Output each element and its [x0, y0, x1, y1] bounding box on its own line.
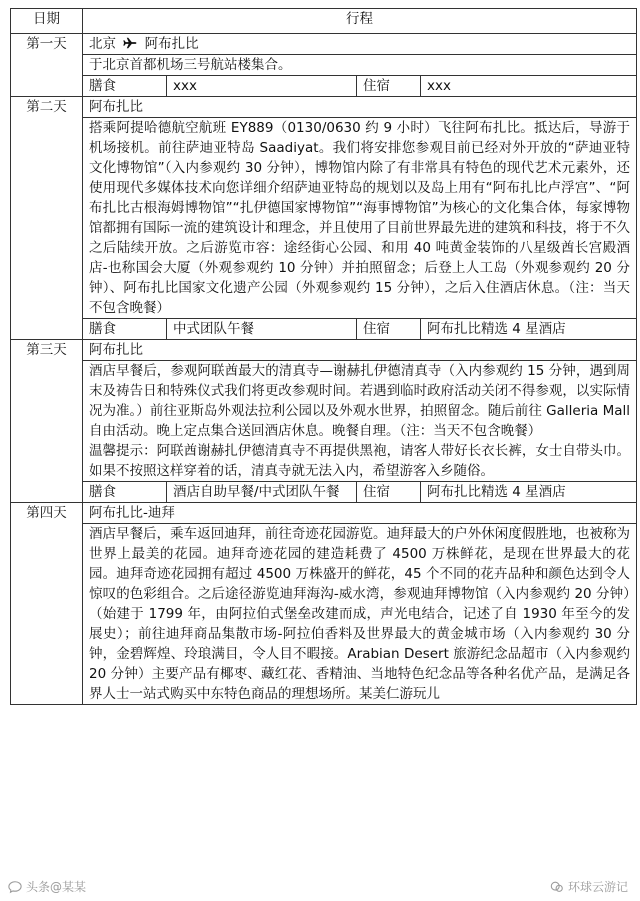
day2-route-row	[11, 97, 637, 118]
day3-paragraph: 酒店早餐后，参观阿联酋最大的清真寺—谢赫扎伊德清真寺（入内参观约 15 分钟，遇到周末及祷告日和特殊仪式我们将更改参观时间。若遇到临时政府活动关闭不得参观，以实际情况为准。）前往亚斯岛外观法拉利公园以及外观水世界，拍照留念。随后前往 Galleria Mall 自由活动。晚上定点集合送回酒店休息。晚餐自理。（注：当天不包含晚餐）	[89, 363, 630, 439]
watermark-left-text: 头条@某某	[26, 880, 87, 894]
day1-body-row	[11, 55, 637, 76]
wechat-icon	[550, 880, 564, 894]
watermark-left	[8, 878, 86, 895]
day3-stay-label: 住宿	[357, 482, 421, 503]
day3-meal-label: 膳食	[83, 482, 167, 503]
day1-route-to: 阿布扎比	[144, 36, 199, 52]
day1-meal-value: xxx	[167, 76, 357, 97]
day3-route: 阿布扎比	[83, 340, 637, 361]
day2-body-row	[11, 118, 637, 319]
header-itinerary: 行程	[83, 9, 637, 34]
header-row	[11, 9, 637, 34]
day1-route	[83, 34, 637, 55]
day2-label: 第二天	[11, 97, 83, 340]
day1-stay-label: 住宿	[357, 76, 421, 97]
day3-label: 第三天	[11, 340, 83, 503]
day1-label: 第一天	[11, 34, 83, 97]
day3-tip: 温馨提示：阿联酋谢赫扎伊德清真寺不再提供黑袍，请客人带好长衣长裤，女士自带头巾。如果不按照这样穿着的话，清真寺就无法入内，希望游客入乡随俗。	[89, 443, 630, 479]
day2-meal-row	[11, 319, 637, 340]
day4-label: 第四天	[11, 503, 83, 705]
watermark-right-text: 环球云游记	[567, 880, 628, 894]
day4-route-row	[11, 503, 637, 524]
day1-route-row	[11, 34, 637, 55]
day1-description: 于北京首都机场三号航站楼集合。	[83, 55, 637, 76]
day1-stay-value: xxx	[421, 76, 637, 97]
day2-route: 阿布扎比	[83, 97, 637, 118]
day2-description: 搭乘阿提哈德航空航班 EY889（0130/0630 约 9 小时）飞往阿布扎比。抵达后，导游于机场接机。前往萨迪亚特岛 Saadiyat。我们将安排您参观目前已经对外开放的“萨迪亚特文化博物馆”（入内参观约 30 分钟），博物馆内除了有非常具有特色的现代艺术元素外，还使用现代多媒体技术向您详细介绍萨迪亚特岛的规划以及岛上用有“阿布扎比卢浮宫”、“阿布扎比古根海姆博物馆”“扎伊德国家博物馆”“海事博物馆”为核心的文化集合体，每家博物馆都拥有国际一流的建筑设计和理念，并且使用了目前世界最先进的建筑和科技，将于不久之后陆续开放。之后游览市容：途经街心公园、和用 40 吨黄金装饰的八星级酋长宫殿酒店-也称国会大厦（外观参观约 10 分钟）并拍照留念；后登上人工岛（外观参观约 20 分钟）、阿布扎比国家文化遗产公园（外观参观约 15 分钟），之后入住酒店休息。（注：当天不包含晚餐）	[83, 118, 637, 319]
itinerary-table	[10, 8, 637, 705]
header-date: 日期	[11, 9, 83, 34]
day1-route-from: 北京	[89, 36, 116, 52]
day2-meal-label: 膳食	[83, 319, 167, 340]
day4-description: 酒店早餐后，乘车返回迪拜，前往奇迹花园游览。迪拜最大的户外休闲度假胜地，也被称为世界上最美的花园。迪拜奇迹花园的建造耗费了 4500 万株鲜花，是现在世界最大的花园。迪拜奇迹花园拥有超过 4500 万株盛开的鲜花，45 个不同的花卉品种和颜色达到令人惊叹的色彩组合。之后途径游览迪拜海沟-威水湾，参观迪拜博物馆（入内参观约 20 分钟）（始建于 1799 年，由阿拉伯式堡垒改建而成，声光电结合，记述了自 1930 年至今的发展史）；前往迪拜商品集散市场-阿拉伯香料及世界最大的黄金城市场（入内参观约 30 分钟，金碧辉煌、玲琅满目，令人目不暇接。Arabian Desert 旅游纪念品超市（入内参观约 20 分钟）主要产品有椰枣、藏红花、香精油、当地特色纪念品等各种名优产品，是满足各界人士一站式购买中东特色商品的理想场所。某美仁游玩儿	[83, 524, 637, 705]
day2-stay-label: 住宿	[357, 319, 421, 340]
day2-meal-value: 中式团队午餐	[167, 319, 357, 340]
day3-meal-row	[11, 482, 637, 503]
airplane-icon	[123, 37, 137, 49]
day1-meal-row	[11, 76, 637, 97]
chat-bubble-icon	[8, 880, 22, 894]
day3-description	[83, 361, 637, 482]
day3-meal-value: 酒店自助早餐/中式团队午餐	[167, 482, 357, 503]
day3-route-row	[11, 340, 637, 361]
day3-body-row	[11, 361, 637, 482]
day3-stay-value: 阿布扎比精选 4 星酒店	[421, 482, 637, 503]
day1-meal-label: 膳食	[83, 76, 167, 97]
watermark-right	[550, 878, 628, 895]
day2-stay-value: 阿布扎比精选 4 星酒店	[421, 319, 637, 340]
day4-route: 阿布扎比-迪拜	[83, 503, 637, 524]
day4-body-row	[11, 524, 637, 705]
